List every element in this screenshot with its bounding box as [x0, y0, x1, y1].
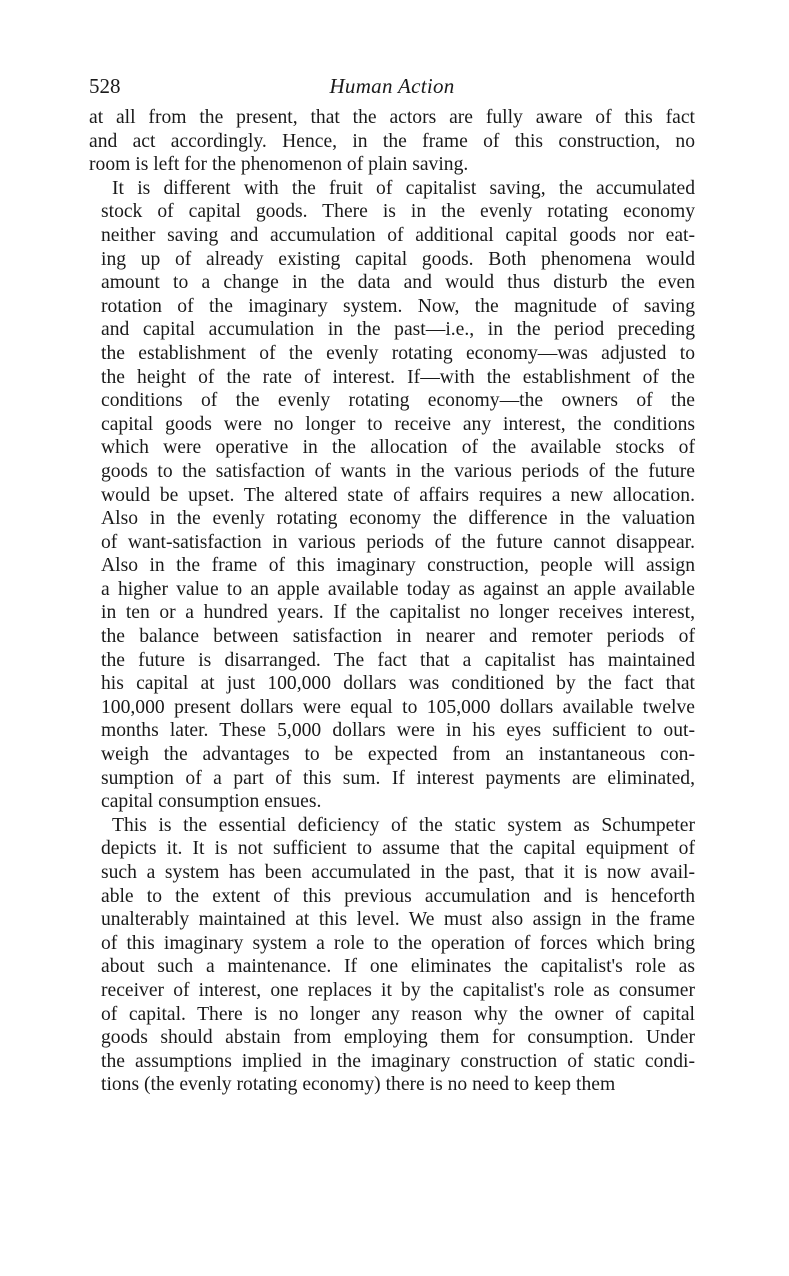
text-line: stock of capital goods. There is in the evenly rotating economy: [101, 201, 695, 223]
text-line: the assumptions implied in the imaginary construction of static condi-: [101, 1050, 695, 1072]
text-line: the establishment of the evenly rotating economy—was adjusted to: [101, 342, 695, 364]
text-line: Also in the frame of this imaginary construction, people will assign: [101, 555, 695, 577]
paragraph: [89, 814, 695, 1097]
text-line: of capital. There is no longer any reason why the owner of capital: [101, 1003, 695, 1025]
paragraph: [89, 106, 695, 177]
text-line: and capital accumulation in the past—i.e., in the period preceding: [101, 319, 695, 341]
text-line: neither saving and accumulation of additional capital goods nor eat-: [101, 224, 695, 246]
text-line: at all from the present, that the actors are fully aware of this fact: [89, 107, 695, 128]
text-line: which were operative in the allocation of the available stocks of: [101, 437, 695, 459]
text-line: room is left for the phenomenon of plain saving.: [89, 154, 469, 176]
text-line: the future is disarranged. The fact that a capitalist has maintained: [101, 649, 695, 671]
text-line: receiver of interest, one replaces it by the capitalist's role as consumer: [101, 979, 695, 1001]
body-text: [89, 106, 695, 1097]
text-line: of want-satisfaction in various periods of the future cannot disappear.: [101, 531, 695, 553]
text-line: his capital at just 100,000 dollars was conditioned by the fact that: [101, 673, 695, 695]
text-line: Also in the evenly rotating economy the difference in the valuation: [101, 508, 695, 530]
text-line: a higher value to an apple available today as against an apple available: [101, 578, 695, 600]
text-line: the height of the rate of interest. If—with the establishment of the: [101, 366, 695, 388]
text-line: rotation of the imaginary system. Now, the magnitude of saving: [101, 295, 695, 317]
text-line: of this imaginary system a role to the operation of forces which bring: [101, 932, 695, 954]
text-line: depicts it. It is not sufficient to assume that the capital equipment of: [101, 838, 695, 860]
text-line: weigh the advantages to be expected from an instantaneous con-: [101, 744, 695, 766]
text-line: unalterably maintained at this level. We must also assign in the frame: [101, 909, 695, 931]
book-page: [89, 70, 695, 1097]
text-line: months later. These 5,000 dollars were in his eyes sufficient to out-: [101, 720, 695, 742]
text-line: in ten or a hundred years. If the capitalist no longer receives interest,: [101, 602, 695, 624]
text-line: sumption of a part of this sum. If interest payments are eliminated,: [101, 767, 695, 789]
text-line: such a system has been accumulated in the past, that it is now avail-: [101, 862, 695, 883]
text-line: able to the extent of this previous accumulation and is henceforth: [101, 885, 695, 907]
text-line: capital goods were no longer to receive any interest, the conditions: [101, 413, 695, 435]
text-line: tions (the evenly rotating economy) there is no need to keep them: [101, 1074, 616, 1096]
page-number: 528: [89, 74, 121, 98]
text-line: conditions of the evenly rotating economy—the owners of the: [101, 390, 695, 412]
text-line: and act accordingly. Hence, in the frame of this construction, no: [89, 130, 695, 152]
text-line: the balance between satisfaction in nearer and remoter periods of: [101, 626, 695, 648]
text-line: goods to the satisfaction of wants in the various periods of the future: [101, 460, 695, 482]
text-line: goods should abstain from employing them for consumption. Under: [101, 1027, 695, 1049]
text-line: It is different with the fruit of capitalist saving, the accumulated: [112, 177, 695, 199]
text-line: amount to a change in the data and would thus disturb the even: [101, 272, 695, 294]
text-line: 100,000 present dollars were equal to 105,000 dollars available twelve: [101, 696, 695, 718]
text-line: about such a maintenance. If one eliminates the capitalist's role as: [101, 956, 695, 978]
text-line: capital consumption ensues.: [101, 791, 322, 813]
text-line: ing up of already existing capital goods. Both phenomena would: [101, 248, 695, 270]
running-title: Human Action: [329, 74, 455, 98]
text-line: would be upset. The altered state of affairs requires a new allocation.: [101, 484, 695, 506]
text-line: This is the essential deficiency of the static system as Schumpeter: [112, 814, 695, 836]
paragraph: [89, 177, 695, 814]
running-head: [89, 70, 695, 102]
